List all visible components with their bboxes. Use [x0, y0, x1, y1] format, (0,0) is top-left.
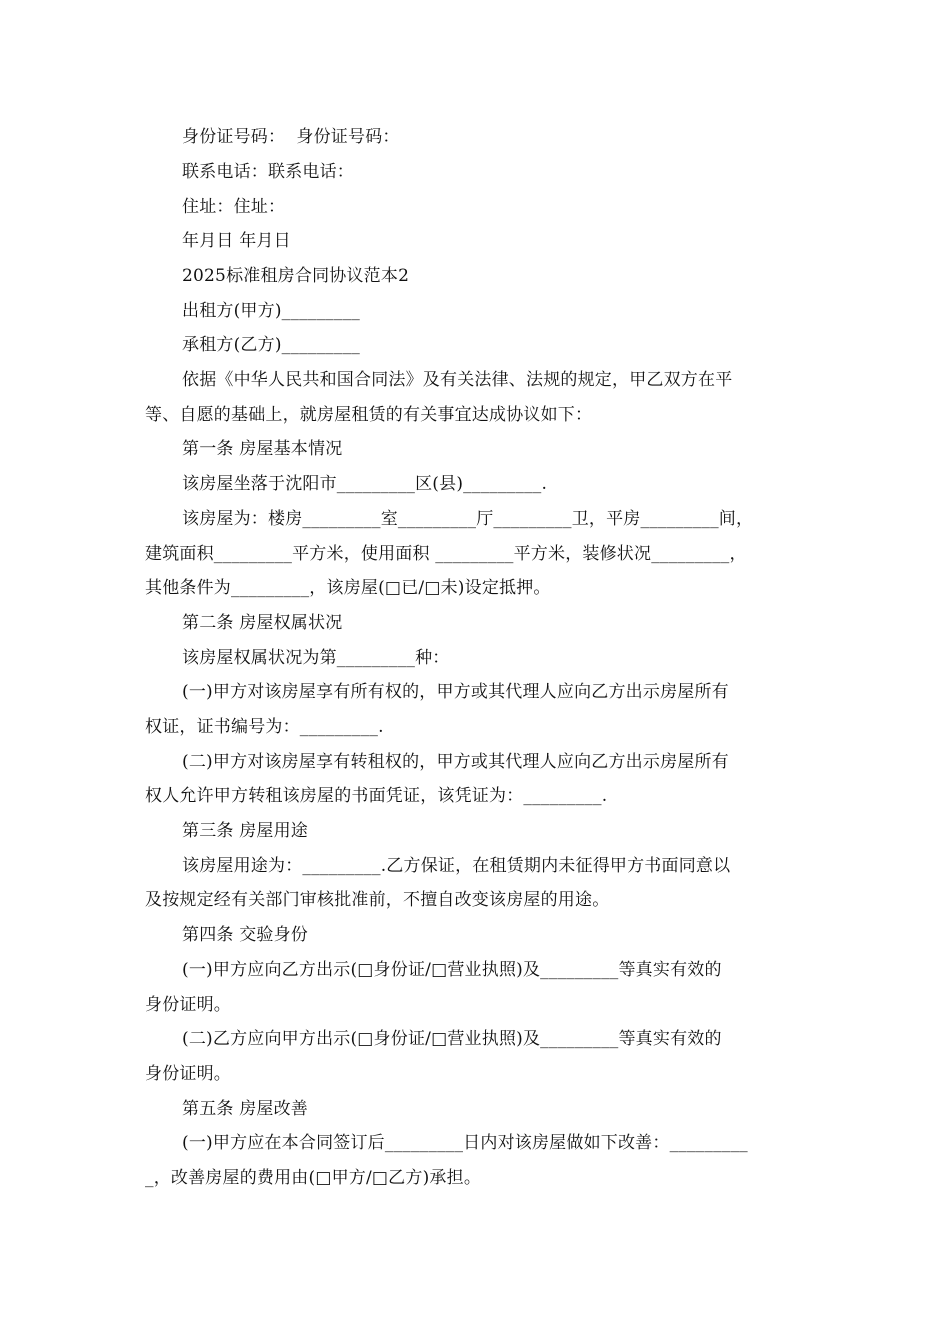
article-1-heading: 第一条 房屋基本情况: [182, 439, 343, 459]
article-2-clause-1-line-2: 权证，证书编号为：_________.: [145, 717, 384, 737]
article-4-clause-1-line-2: 身份证明。: [145, 995, 231, 1015]
article-2-heading: 第二条 房屋权属状况: [182, 613, 343, 633]
lessor-line: 出租方(甲方)_________: [182, 301, 360, 321]
article-1-layout-line-2: 建筑面积_________平方米，使用面积 _________平方米，装修状况_________，: [145, 544, 747, 564]
article-3-body-line-1: 该房屋用途为：_________.乙方保证，在租赁期内未征得甲方书面同意以: [182, 856, 731, 876]
article-1-layout-line-3: 其他条件为_________，该房屋(□已/□未)设定抵押。: [145, 578, 551, 598]
preamble-line-2: 等、自愿的基础上，就房屋租赁的有关事宜达成协议如下：: [145, 405, 593, 425]
preamble-line-1: 依据《中华人民共和国合同法》及有关法律、法规的规定，甲乙双方在平: [182, 370, 733, 390]
id-number-line: 身份证号码： 身份证号码：: [182, 127, 400, 147]
lessee-line: 承租方(乙方)_________: [182, 335, 360, 355]
article-2-clause-2-line-2: 权人允许甲方转租该房屋的书面凭证，该凭证为：_________.: [145, 786, 608, 806]
article-4-heading: 第四条 交验身份: [182, 925, 309, 945]
article-2-clause-1-line-1: (一)甲方对该房屋享有所有权的，甲方或其代理人应向乙方出示房屋所有: [182, 682, 729, 702]
article-3-body-line-2: 及按规定经有关部门审核批准前，不擅自改变该房屋的用途。: [145, 890, 610, 910]
article-3-heading: 第三条 房屋用途: [182, 821, 309, 841]
article-4-clause-2-line-2: 身份证明。: [145, 1064, 231, 1084]
article-4-clause-2-line-1: (二)乙方应向甲方出示(□身份证/□营业执照)及_________等真实有效的: [182, 1029, 722, 1049]
article-5-clause-1-line-1: (一)甲方应在本合同签订后_________日内对该房屋做如下改善：_________: [182, 1133, 748, 1153]
article-1-layout-line-1: 该房屋为：楼房_________室_________厅_________卫，平房_________间，: [182, 509, 754, 529]
article-5-clause-1-line-2: _，改善房屋的费用由(□甲方/□乙方)承担。: [145, 1168, 482, 1188]
article-5-heading: 第五条 房屋改善: [182, 1099, 309, 1119]
date-line: 年月日 年月日: [182, 231, 291, 251]
article-2-type: 该房屋权属状况为第_________种：: [182, 648, 450, 668]
article-4-clause-1-line-1: (一)甲方应向乙方出示(□身份证/□营业执照)及_________等真实有效的: [182, 960, 722, 980]
article-1-location: 该房屋坐落于沈阳市_________区(县)_________.: [182, 474, 548, 494]
article-2-clause-2-line-1: (二)甲方对该房屋享有转租权的，甲方或其代理人应向乙方出示房屋所有: [182, 752, 729, 772]
address-line: 住址：住址：: [182, 197, 286, 217]
phone-line: 联系电话：联系电话：: [182, 162, 354, 182]
document-title: 2025标准租房合同协议范本2: [182, 266, 410, 286]
